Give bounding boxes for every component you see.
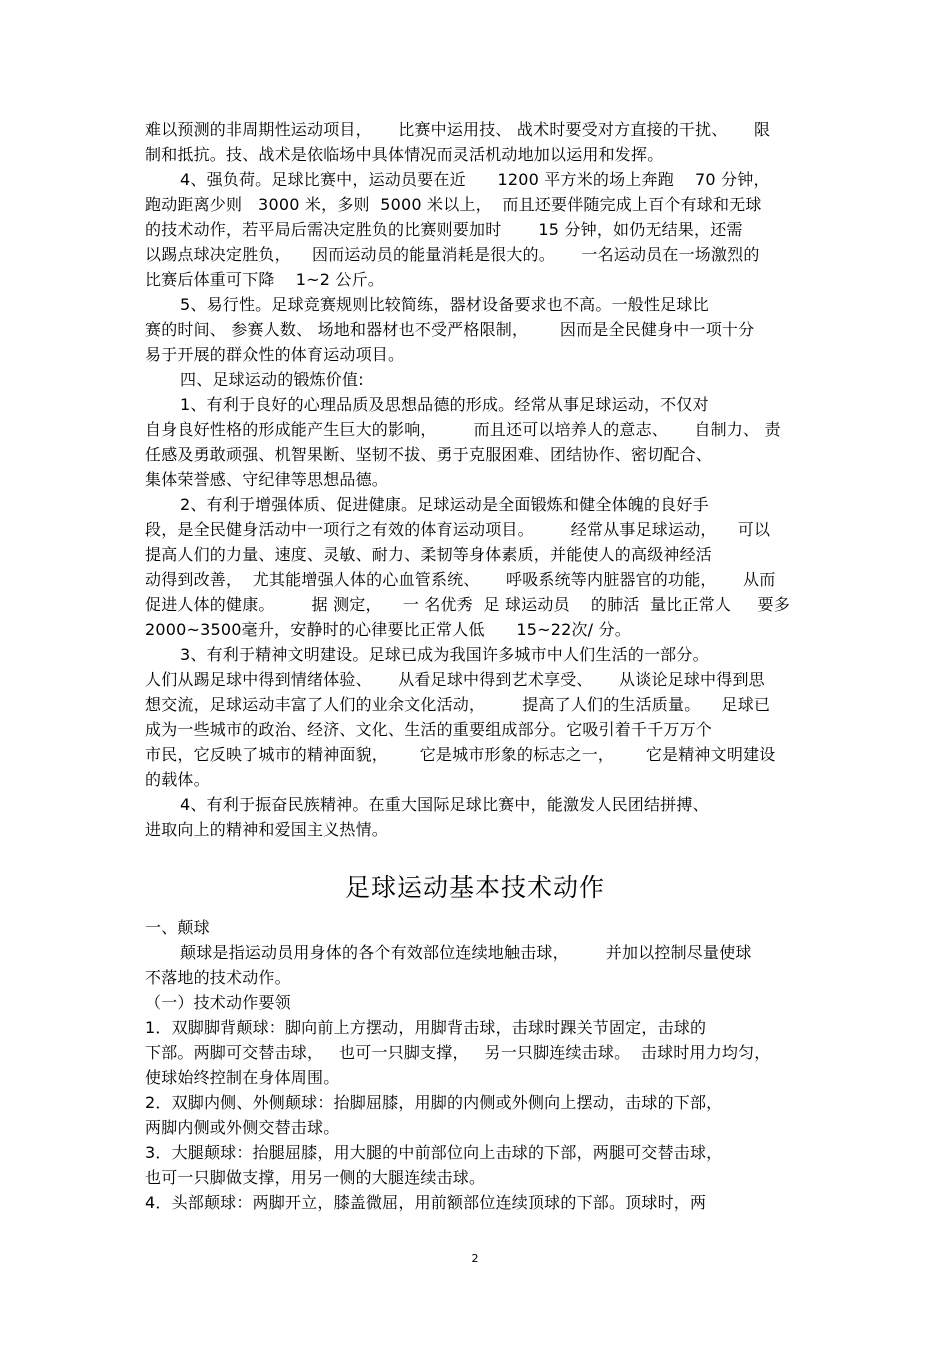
text-line: 两脚内侧或外侧交替击球。: [145, 1118, 340, 1137]
text-line: 赛的时间、 参赛人数、 场地和器材也不受严格限制， 因而是全民健身中一项十分: [145, 320, 755, 339]
text-line: 比赛后体重可下降 1~2 公斤。: [145, 270, 384, 289]
text-line: 进取向上的精神和爱国主义热情。: [145, 820, 389, 839]
text-line: 使球始终控制在身体周围。: [145, 1068, 340, 1087]
text-line: 5、易行性。足球竞赛规则比较简练，器材设备要求也不高。一般性足球比: [180, 295, 709, 314]
section-heading: 一、颠球: [145, 918, 210, 937]
text-line: 段，是全民健身活动中一项行之有效的体育运动项目。 经常从事足球运动， 可以: [145, 520, 771, 539]
text-line: 人们从踢足球中得到情绪体验、 从看足球中得到艺术享受、 从谈论足球中得到思: [145, 670, 765, 689]
text-line: 跑动距离少则 3000 米，多则 5000 米以上， 而且还要伴随完成上百个有球和无球: [145, 195, 762, 214]
text-line: 促进人体的健康。 据 测定， 一 名优秀 足 球运动员 的肺活 量比正常人 要多: [145, 595, 790, 614]
text-line: 易于开展的群众性的体育运动项目。: [145, 345, 405, 364]
page-title: 足球运动基本技术动作: [344, 873, 605, 902]
text-line: 2000~3500毫升，安静时的心律要比正常人低 15~22次/ 分。: [145, 620, 631, 639]
text-line: 难以预测的非周期性运动项目， 比赛中运用技、 战术时要受对方直接的干扰、 限: [145, 120, 771, 139]
text-line: 以踢点球决定胜负， 因而运动员的能量消耗是很大的。 一名运动员在一场激烈的: [145, 245, 760, 264]
text-line: 3、有利于精神文明建设。足球已成为我国许多城市中人们生活的一部分。: [180, 645, 709, 664]
text-line: 任感及勇敢顽强、机智果断、坚韧不拔、勇于克服困难、团结协作、密切配合、: [145, 445, 713, 464]
text-line: 制和抵抗。技、战术是依临场中具体情况而灵活机动地加以运用和发挥。: [145, 145, 664, 164]
text-line: 1．双脚脚背颠球：脚向前上方摆动，用脚背击球，击球时踝关节固定，击球的: [145, 1018, 707, 1037]
text-line: 市民，它反映了城市的精神面貌， 它是城市形象的标志之一， 它是精神文明建设: [145, 745, 776, 764]
text-line: 4．头部颠球：两脚开立，膝盖微屈，用前额部位连续顶球的下部。顶球时，两: [145, 1193, 707, 1212]
text-line: 集体荣誉感、守纪律等思想品德。: [145, 470, 389, 489]
text-line: 2．双脚内侧、外侧颠球：抬脚屈膝，用脚的内侧或外侧向上摆动，击球的下部，: [145, 1093, 723, 1112]
text-line: 自身良好性格的形成能产生巨大的影响， 而且还可以培养人的意志、 自制力、 责: [145, 420, 781, 439]
text-line: 不落地的技术动作。: [145, 968, 291, 987]
text-line: 的载体。: [145, 770, 210, 789]
text-line: 想交流，足球运动丰富了人们的业余文化活动， 提高了人们的生活质量。 足球已: [145, 695, 771, 714]
text-line: 2、有利于增强体质、促进健康。足球运动是全面锻炼和健全体魄的良好手: [180, 495, 709, 514]
text-line: 的技术动作，若平局后需决定胜负的比赛则要加时 15 分钟，如仍无结果，还需: [145, 220, 743, 239]
text-line: 4、有利于振奋民族精神。在重大国际足球比赛中，能激发人民团结拼搏、: [180, 795, 709, 814]
text-line: 1、有利于良好的心理品质及思想品德的形成。经常从事足球运动，不仅对: [180, 395, 709, 414]
text-line: 提高人们的力量、速度、灵敏、耐力、柔韧等身体素质，并能使人的高级神经活: [145, 545, 713, 564]
section-heading: 四、足球运动的锻炼价值:: [180, 370, 364, 389]
page-number: 2: [471, 1252, 479, 1265]
text-line: 4、强负荷。足球比赛中，运动员要在近 1200 平方米的场上奔跑 70 分钟，: [180, 170, 770, 189]
subsection-heading: （一）技术动作要领: [145, 993, 291, 1012]
text-line: 3．大腿颠球：抬腿屈膝，用大腿的中前部位向上击球的下部，两腿可交替击球，: [145, 1143, 723, 1162]
text-line: 下部。两脚可交替击球， 也可一只脚支撑， 另一只脚连续击球。 击球时用力均匀，: [145, 1043, 771, 1062]
text-line: 动得到改善， 尤其能增强人体的心血管系统、 呼吸系统等内脏器官的功能， 从而: [145, 570, 776, 589]
text-line: 颠球是指运动员用身体的各个有效部位连续地触击球， 并加以控制尽量使球: [180, 943, 752, 962]
text-line: 也可一只脚做支撑，用另一侧的大腿连续击球。: [145, 1168, 486, 1187]
text-line: 成为一些城市的政治、经济、文化、生活的重要组成部分。它吸引着千千万万个: [145, 720, 713, 739]
